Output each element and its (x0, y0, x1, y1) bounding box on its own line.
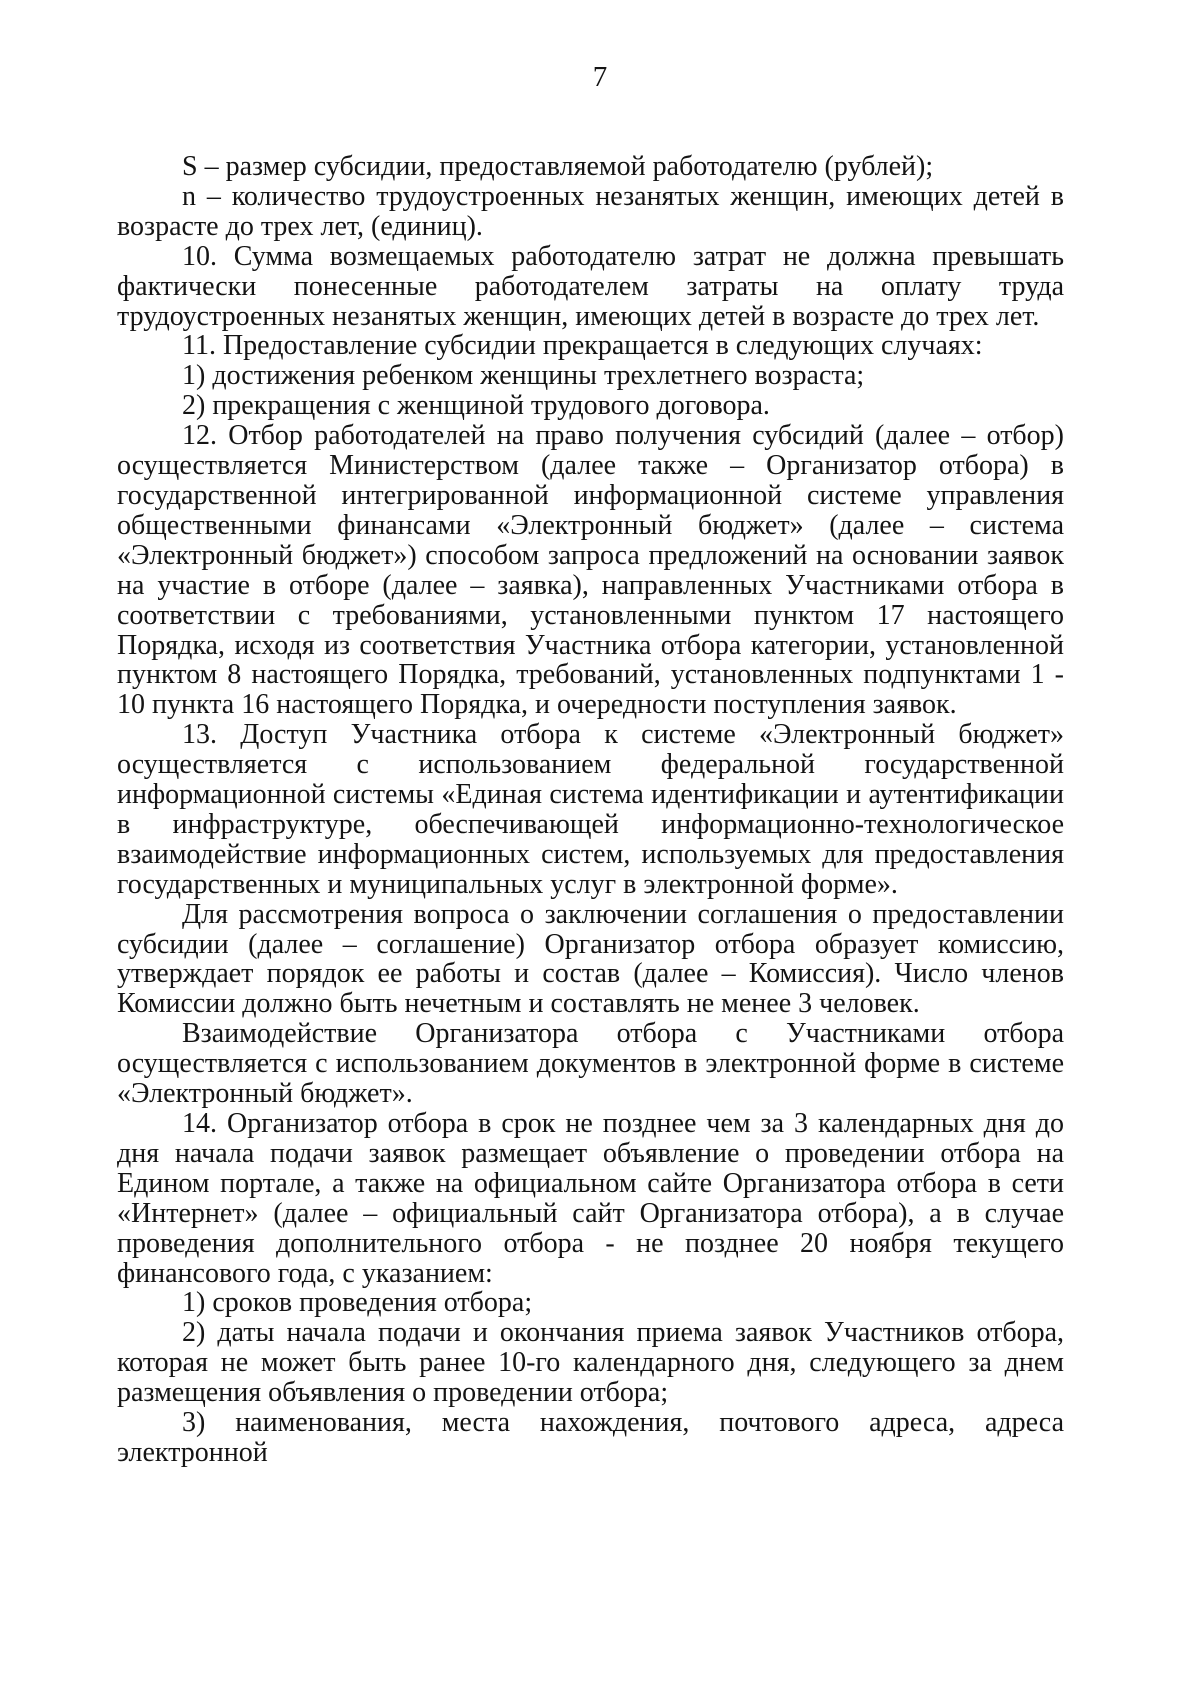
paragraph-item-14-sub-1: 1) сроков проведения отбора; (182, 1287, 533, 1319)
paragraph-item-11-sub-1: 1) достижения ребенком женщины трехлетнего возраста; (182, 360, 865, 392)
paragraph-item-12: 12. Отбор работодателей на право получения субсидий (далее – отбор) осуществляется Министерством (далее также – Организатор отбора) в государственной интегрированной информационной системе управления общественными финансами «Электронный бюджет» (далее – система «Электронный бюджет») способом запроса предложений на основании заявок на участие в отборе (далее – заявка), направленных Участниками отбора в соответствии с требованиями, установленными пунктом 17 настоящего Порядка, исходя из соответствия Участника отбора категории, установленной пунктом 8 настоящего Порядка, требований, установленных подпунктами 1 - 10 пункта 16 настоящего Порядка, и очередности поступления заявок. (117, 420, 1064, 721)
paragraph-item-14-sub-2: 2) даты начала подачи и окончания приема заявок Участников отбора, которая не может быть ранее 10-го календарного дня, следующего за днем размещения объявления о проведении отбора; (117, 1317, 1064, 1409)
document-body (117, 152, 1064, 1468)
paragraph-commission: Для рассмотрения вопроса о заключении соглашения о предоставлении субсидии (далее – соглашение) Организатор отбора образует комиссию, утверждает порядок ее работы и состав (далее – Комиссия). Число членов Комиссии должно быть нечетным и составлять не менее 3 человек. (117, 898, 1064, 1020)
paragraph-interaction: Взаимодействие Организатора отбора с Участниками отбора осуществляется с использованием документов в электронной форме в системе «Электронный бюджет». (117, 1018, 1064, 1110)
paragraph-item-14-sub-3: 3) наименования, места нахождения, почтового адреса, адреса электронной (117, 1407, 1064, 1468)
paragraph-item-11-sub-2: 2) прекращения с женщиной трудового договора. (182, 390, 770, 422)
paragraph-variable-s: S – размер субсидии, предоставляемой работодателю (рублей); (182, 151, 934, 182)
paragraph-item-11: 11. Предоставление субсидии прекращается в следующих случаях: (182, 330, 983, 362)
page-number: 7 (592, 61, 608, 93)
paragraph-item-13: 13. Доступ Участника отбора к системе «Электронный бюджет» осуществляется с использованием федеральной государственной информационной системы «Единая система идентификации и аутентификации в инфраструктуре, обеспечивающей информационно-технологическое взаимодействие информационных систем, используемых для предоставления государственных и муниципальных услуг в электронной форме». (117, 719, 1064, 900)
paragraph-item-10: 10. Сумма возмещаемых работодателю затрат не должна превышать фактически понесенные работодателем затраты на оплату труда трудоустроенных незанятых женщин, имеющих детей в возрасте до трех лет. (117, 240, 1064, 332)
paragraph-variable-n: n – количество трудоустроенных незанятых женщин, имеющих детей в возрасте до трех лет, (единиц). (117, 180, 1064, 242)
paragraph-item-14: 14. Организатор отбора в срок не позднее чем за 3 календарных дня до дня начала подачи заявок размещает объявление о проведении отбора на Едином портале, а также на официальном сайте Организатора отбора в сети «Интернет» (далее – официальный сайт Организатора отбора), а в случае проведения дополнительного отбора - не позднее 20 ноября текущего финансового года, с указанием: (117, 1108, 1064, 1289)
